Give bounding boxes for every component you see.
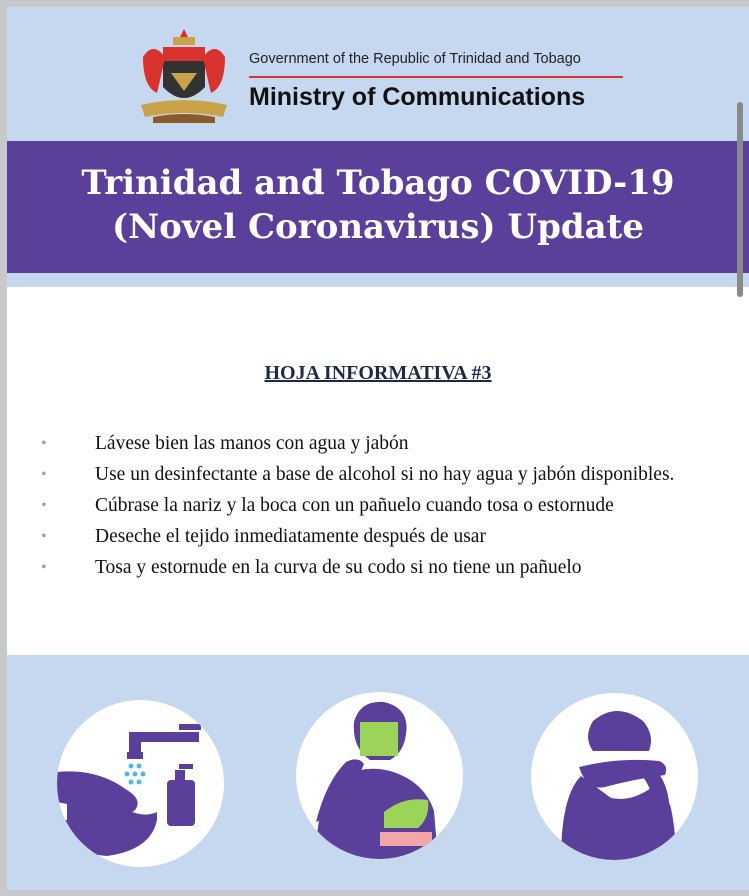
title-banner [7,141,749,273]
hand-washing-icon [57,700,224,867]
banner-title-line-1: Trinidad and Tobago COVID-19 [81,163,675,203]
list-item [37,462,709,487]
list-item [37,524,709,549]
bullet-icon: • [41,435,47,452]
list-item [37,555,709,580]
header-band [7,7,749,141]
scrollbar-thumb[interactable] [737,102,743,297]
cough-into-elbow-icon [531,693,698,860]
cover-mouth-tissue-icon [296,692,463,859]
sheet-title: HOJA INFORMATIVA #3 [264,362,492,384]
government-name: Government of the Republic of Trinidad and Tobago [249,51,581,67]
coat-of-arms-icon [133,27,235,127]
ministry-name: Ministry of Communications [249,83,586,111]
list-item-text: Cúbrase la nariz y la boca con un pañuelo cuando tosa o estornude [95,495,614,516]
infographic-page [7,7,749,890]
bullet-icon: • [41,528,47,545]
list-item [37,431,709,456]
bullet-icon: • [41,466,47,483]
red-divider [249,76,623,78]
bullet-icon: • [41,559,47,576]
list-item [37,493,709,518]
list-item-text: Tosa y estornude en la curva de su codo si no tiene un pañuelo [95,557,582,578]
list-item-text: Deseche el tejido inmediatamente después de usar [95,526,486,547]
advice-list [37,431,709,586]
list-item-text: Lávese bien las manos con agua y jabón [95,433,409,454]
bullet-icon: • [41,497,47,514]
list-item-text: Use un desinfectante a base de alcohol si no hay agua y jabón disponibles. [95,464,675,485]
banner-title-line-2: (Novel Coronavirus) Update [112,207,644,247]
banner-title [7,161,749,249]
banner-gap [7,273,749,287]
